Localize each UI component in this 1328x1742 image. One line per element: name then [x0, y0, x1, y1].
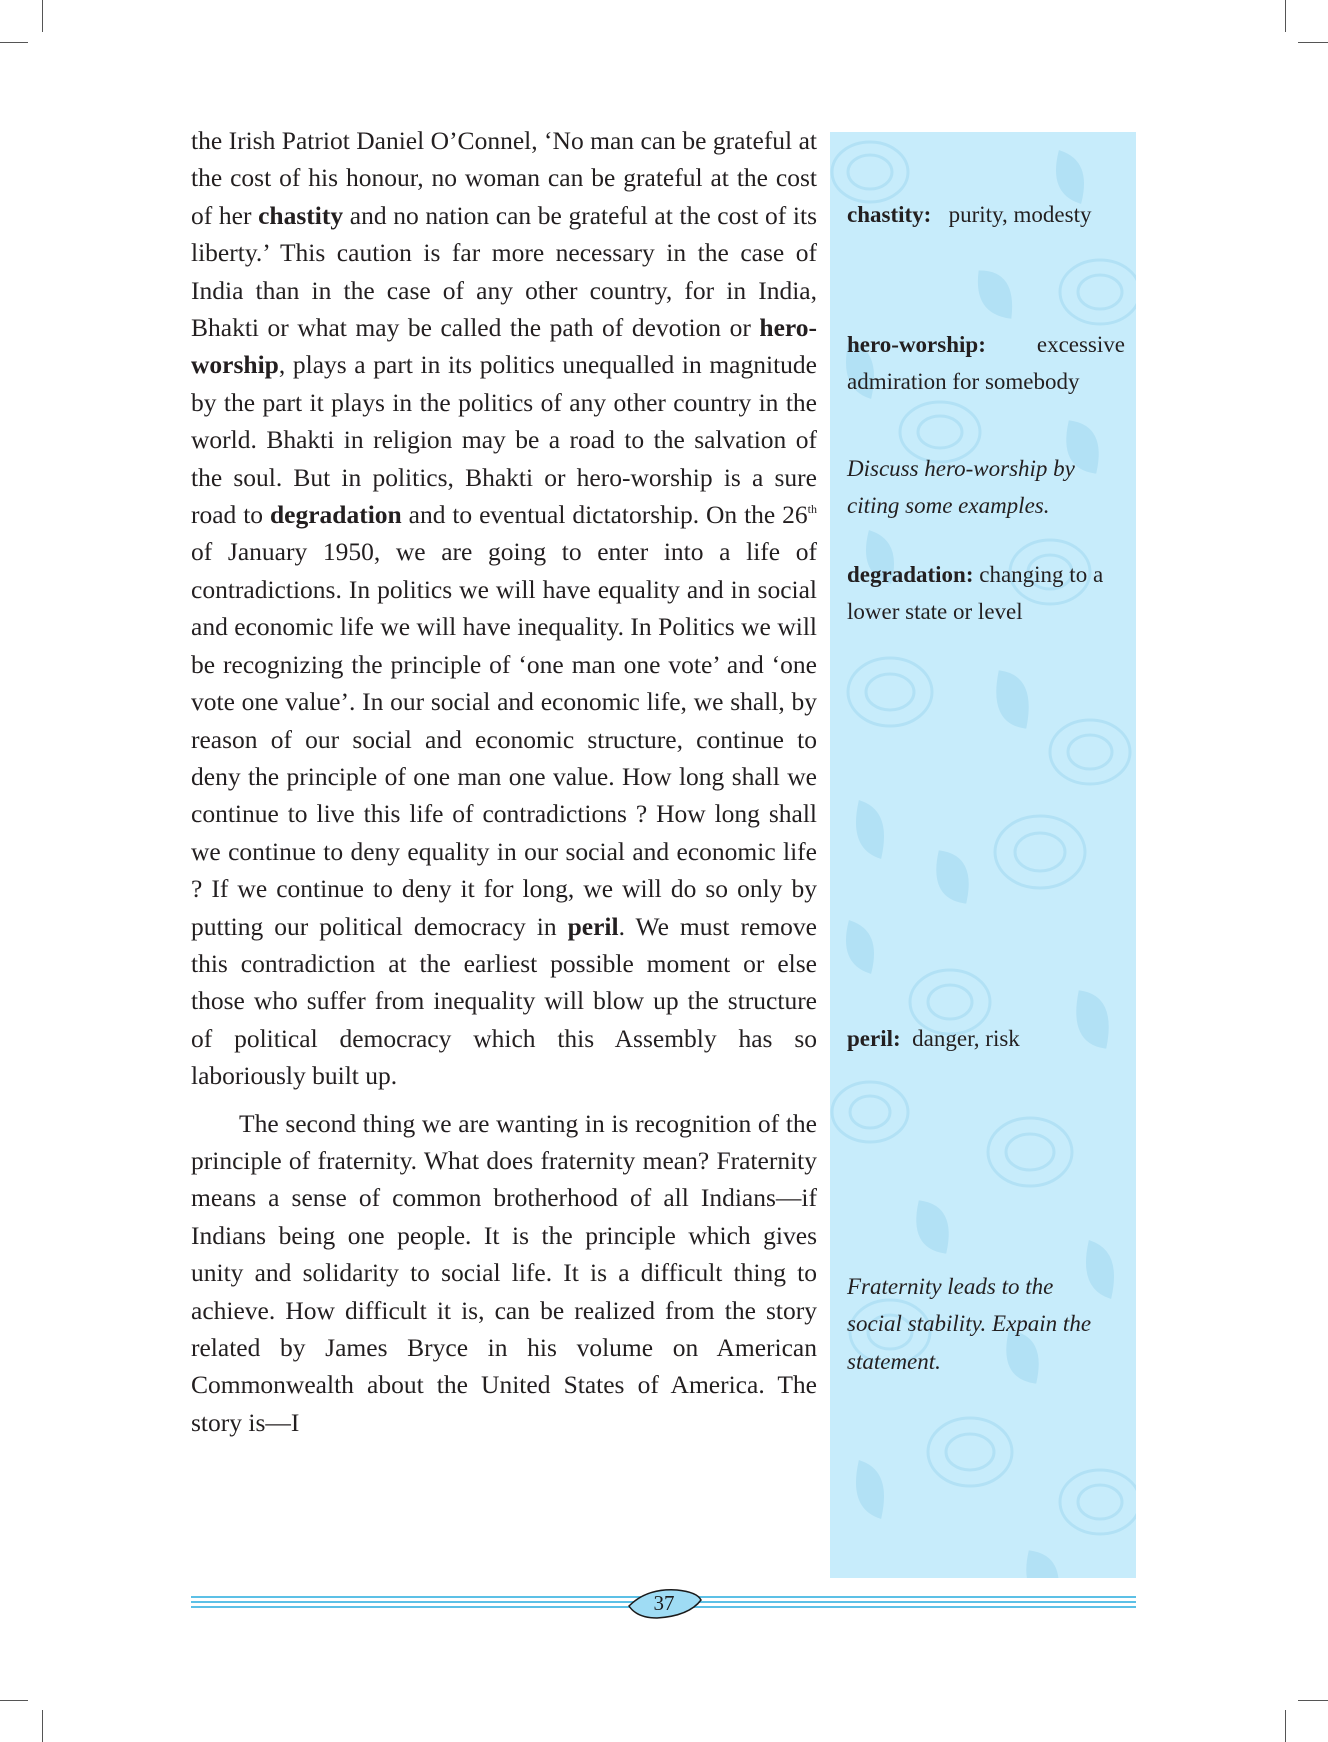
- superscript: th: [807, 502, 817, 517]
- glossary-definition: excessive admiration for somebody: [847, 332, 1125, 395]
- paragraph-2: The second thing we are wanting in is recognition of the principle of fraternity. What does fraternity mean? Fraternity means a sense of common brotherhood of all Indians—if Indians being one people. It is the principle which gives unity and solidarity to social life. It is a difficult thing to achieve. How difficult it is, can be realized from the story related by James Bryce in his volume on American Commonwealth about the United States of America. The story is—I: [191, 1108, 817, 1437]
- page-number: 37: [653, 1591, 675, 1615]
- crop-mark: [1298, 1700, 1328, 1701]
- text-run: , plays a part in its politics unequalled in magnitude by the part it plays in the politics of any other country in the world. Bhakti in religion may be a road to the salvation of the soul. But in politics, Bhakti or hero-worship is a sure road to: [191, 350, 817, 530]
- question-hero-worship: Discuss hero-worship by citing some examples.: [847, 456, 1075, 519]
- keyword-peril: peril: [567, 911, 619, 941]
- crop-mark: [1285, 0, 1286, 32]
- question-fraternity: Fraternity leads to the social stability. Expain the statement.: [847, 1274, 1092, 1374]
- keyword-degradation: degradation: [269, 500, 402, 530]
- glossary-definition: changing to a lower state or level: [847, 562, 1104, 625]
- glossary-degradation: [847, 556, 1125, 631]
- glossary-term: degradation:: [847, 562, 974, 587]
- glossary-peril: [847, 1020, 1125, 1057]
- glossary-definition: danger, risk: [912, 1026, 1020, 1051]
- crop-mark: [0, 1700, 28, 1701]
- paragraph-1: [191, 122, 817, 1095]
- text-run: and no nation can be grateful at the cost of its liberty.’ This caution is far more necessary in the case of India than in the case of any other country, for in India, Bhakti or what may be called the path of devotion or: [191, 200, 817, 343]
- keyword-chastity: chastity: [258, 200, 344, 230]
- crop-mark: [42, 0, 43, 32]
- glossary-term: peril:: [847, 1026, 901, 1051]
- glossary-chastity: [847, 196, 1125, 233]
- glossary-term: hero-worship:: [847, 332, 986, 357]
- glossary-definition: purity, modesty: [948, 202, 1092, 227]
- crop-mark: [42, 1710, 43, 1742]
- crop-mark: [0, 42, 28, 43]
- text-run: of January 1950, we are going to enter into a life of contradictions. In politics we will have equality and in social and economic life we will have inequality. In Politics we will be recognizing the principle of ‘one man one vote’ and ‘one vote one value’. In our social and economic life, we shall, by reason of our social and economic structure, continue to deny the principle of one man one value. How long shall we continue to live this life of contradictions ? How long shall we continue to deny equality in our social and economic life ? If we continue to deny it for long, we will do so only by putting our political democracy in: [191, 537, 817, 941]
- crop-mark: [1285, 1710, 1286, 1742]
- glossary-hero-worship: [847, 326, 1125, 401]
- glossary-sidebar: [830, 132, 1136, 1578]
- page-footer: [191, 1580, 1136, 1620]
- text-run: . We must remove this contradiction at the earliest possible moment or else those who suffer from inequality will blow up the structure of political democracy which this Assembly has so laboriously built up.: [191, 911, 817, 1091]
- crop-mark: [1298, 42, 1328, 43]
- text-run: the Irish Patriot Daniel O’Connel, ‘No man can be grateful at the cost of his honour, no woman can be grateful at the cost of her: [191, 126, 817, 230]
- glossary-term: chastity:: [847, 202, 932, 227]
- main-text-column: [191, 122, 817, 1441]
- text-run: and to eventual dictatorship. On the 26: [401, 500, 808, 530]
- keyword-hero-worship: hero-worship: [191, 313, 817, 380]
